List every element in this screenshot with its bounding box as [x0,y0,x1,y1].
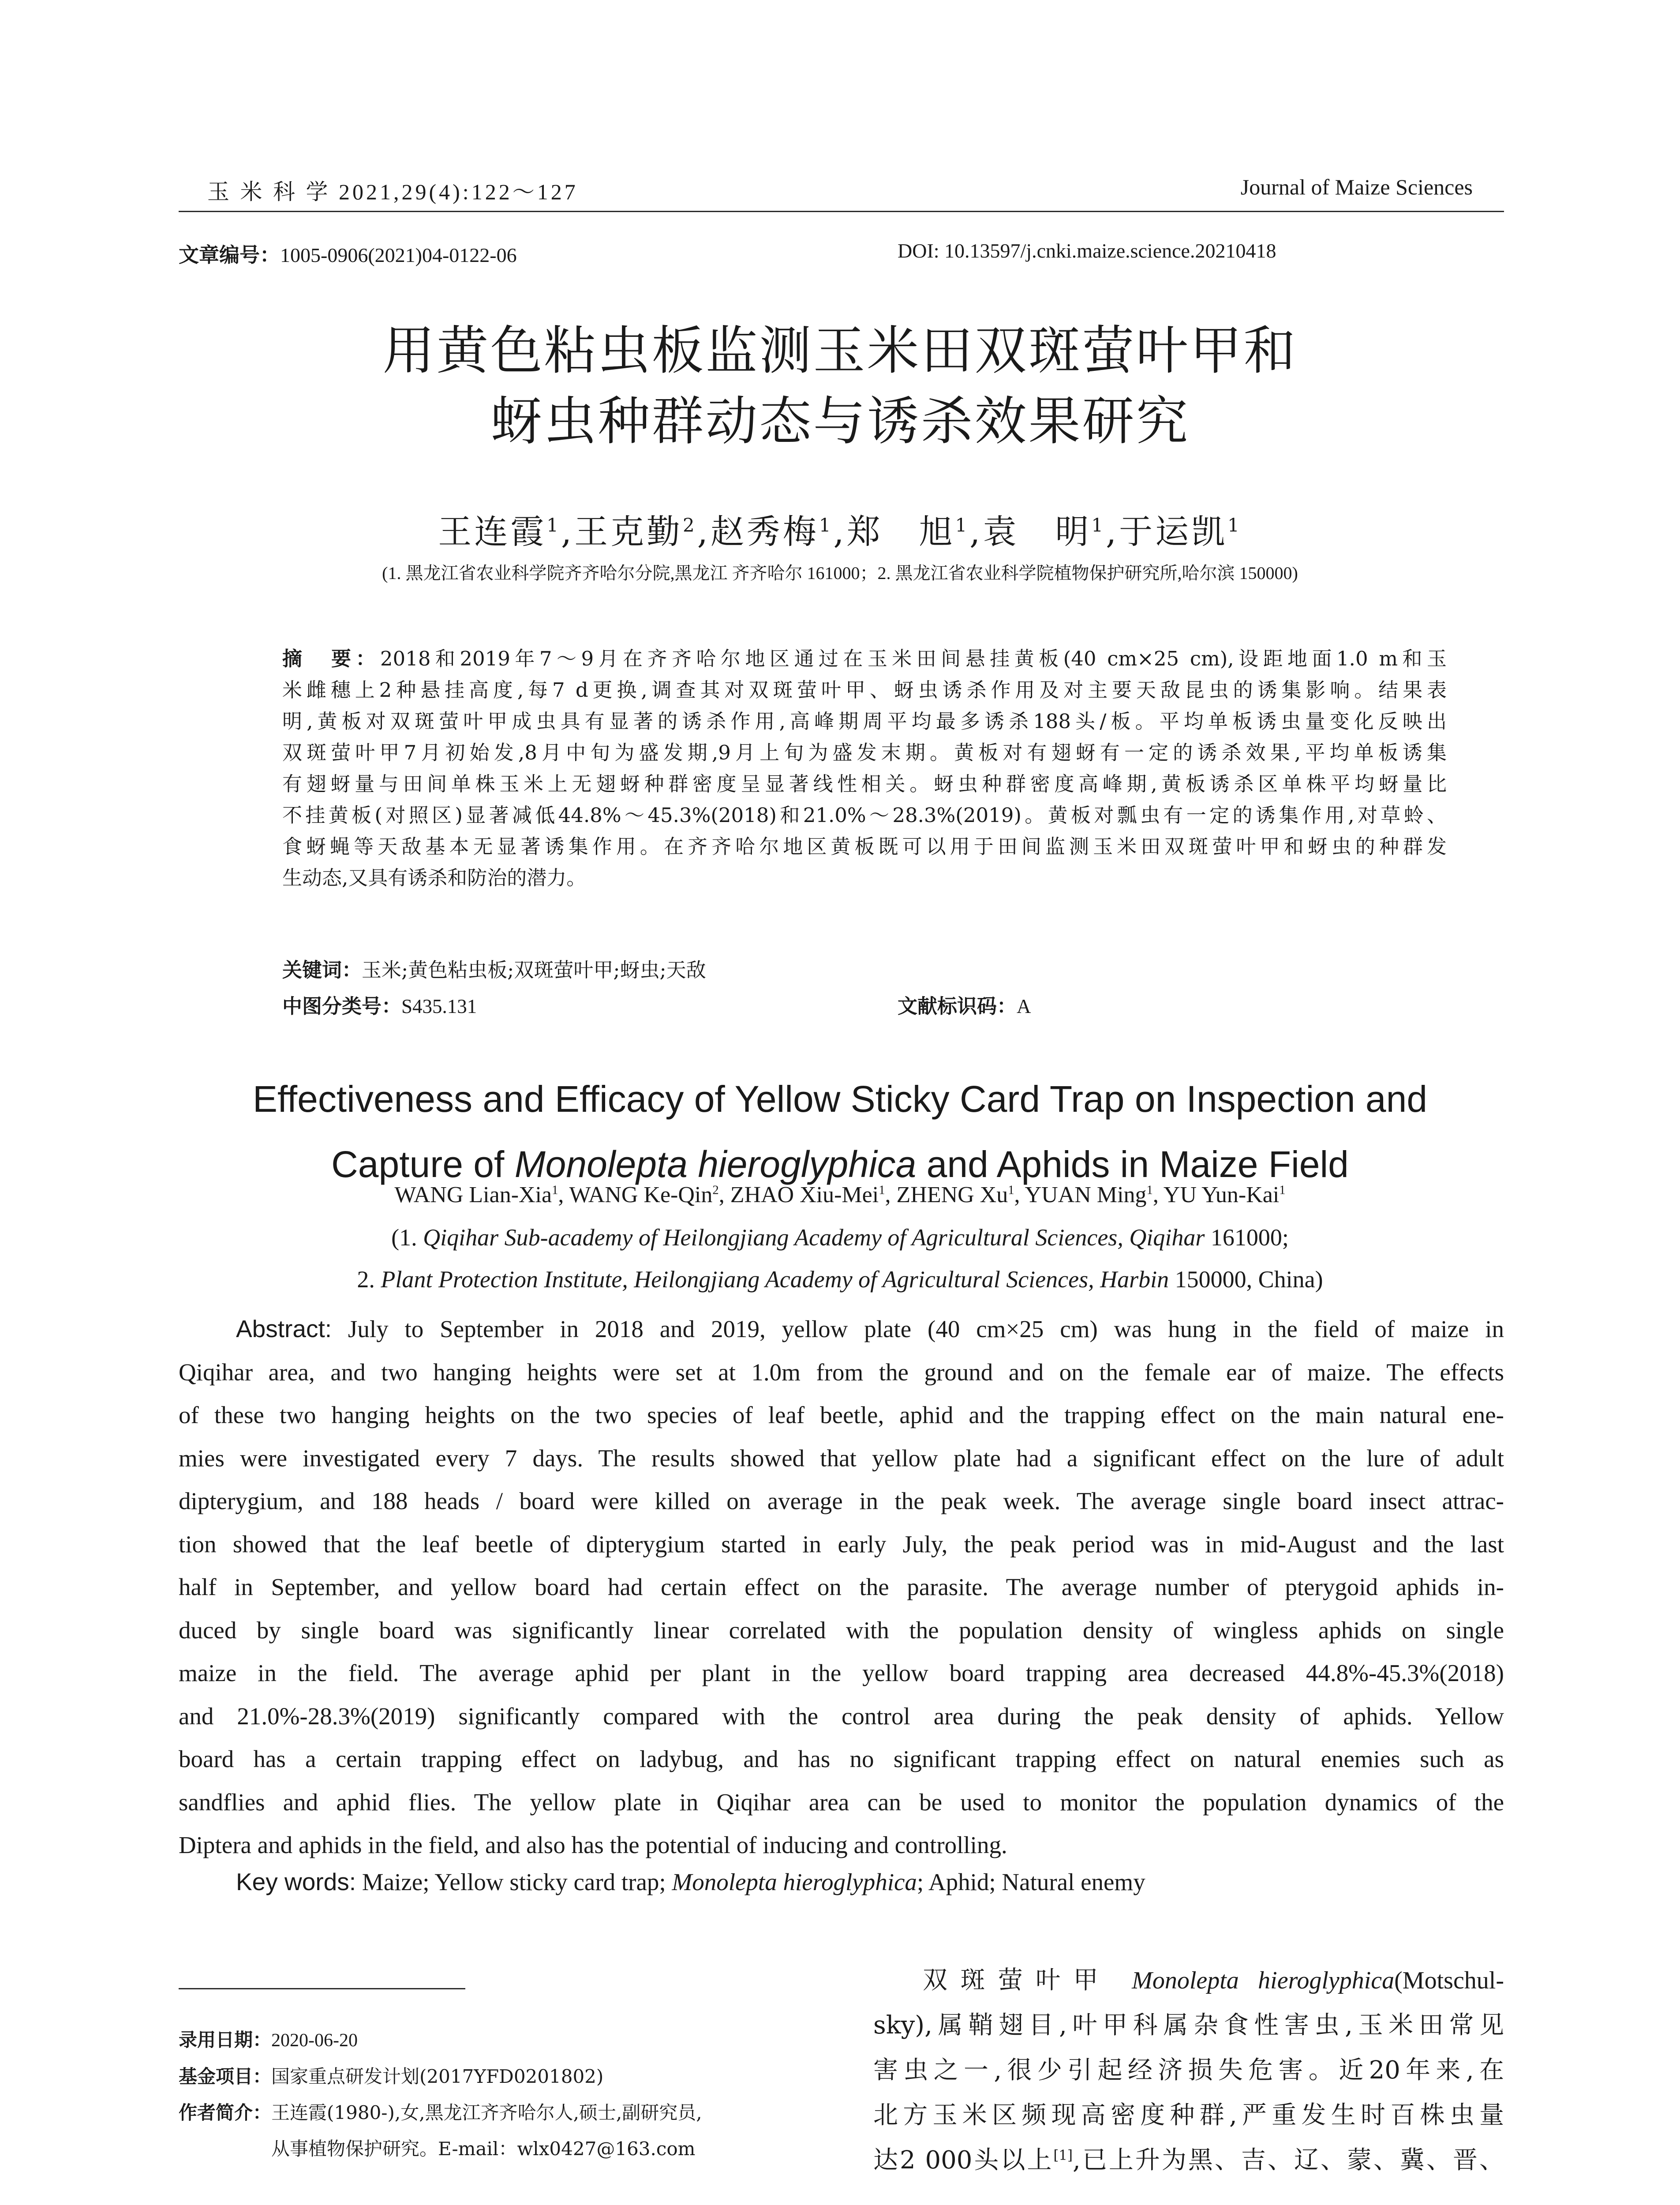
author-en-affil-mark: 2 [712,1183,719,1197]
fund-value: 国家重点研发计划(2017YFD0201802) [271,2066,604,2087]
abstract-en-line: maize in the field. The average aphid per plant in the yellow board trapping area decreased 44.8%-45.3%(2018) [179,1659,1504,1686]
affiliation-en-1 [0,1224,1680,1251]
author-en: ZHAO Xiu-Mei [730,1182,879,1207]
article-number [179,239,517,268]
abstract-cn-text: 2018和2019年7～9月在齐齐哈尔地区通过在玉米田间悬挂黄板(40 cm×25 cm),设距地面1.0 m和玉 [380,647,1447,670]
doi: DOI: 10.13597/j.cnki.maize.science.20210418 [898,239,1276,262]
abstract-en-line: dipterygium, and 188 heads / board were killed on average in the peak week. The average single board insect attrac- [179,1487,1504,1514]
header-rule [179,211,1504,212]
abstract-en-line: half in September, and yellow board had certain effect on the parasite. The average number of pterygoid aphids in- [179,1573,1504,1600]
abstract-en [179,1308,1504,1867]
author-en-affil-mark: 1 [1279,1183,1286,1197]
affil-en-1-post: 161000; [1205,1224,1289,1251]
body-line-2: sky),属鞘翅目,叶甲科属杂食性害虫,玉米田常见 [873,2011,1504,2040]
title-cn-line-2: 蚜虫种群动态与诱杀效果研究 [490,391,1190,452]
author-en: WANG Ke-Qin [569,1182,713,1207]
abstract-cn [282,643,1447,893]
abstract-en-line: Diptera and aphids in the field, and also has the potential of inducing and controlling. [179,1831,1007,1858]
article-number-value: 1005-0906(2021)04-0122-06 [280,244,517,266]
title-en-line-1: Effectiveness and Efficacy of Yellow Sticky Card Trap on Inspection and [252,1078,1428,1120]
page-title-en [0,1066,1680,1197]
abstract-cn-label: 摘 要： [282,647,380,670]
received-value: 2020-06-20 [271,2030,358,2051]
keywords-cn-value: 玉米;黄色粘虫板;双斑萤叶甲;蚜虫;天敌 [362,958,706,982]
affil-en-1-pre: (1. [391,1224,423,1251]
abstract-en-line: sandflies and aphid flies. The yellow plate in Qiqihar area can be used to monitor the population dynamics of the [179,1788,1504,1816]
keywords-en [236,1868,1145,1896]
abstract-cn-line: 米雌穗上2种悬挂高度,每7 d更换,调查其对双斑萤叶甲、蚜虫诱杀作用及对主要天敌昆虫的诱集影响。结果表 [282,678,1447,702]
journal-header-en: Journal of Maize Sciences [1240,175,1473,199]
keywords-en-label: Key words: [236,1868,356,1895]
author-en: YUAN Ming [1025,1182,1147,1207]
abstract-en-line: duced by single board was significantly linear correlated with the population density of wingless aphids on single [179,1616,1504,1644]
author-en: YU Yun-Kai [1163,1182,1280,1207]
abstract-cn-line: 明,黄板对双斑萤叶甲成虫具有显著的诱杀作用,高峰期周平均最多诱杀188头/板。平均单板诱虫量变化反映出 [282,710,1447,733]
keywords-cn [282,954,706,983]
abstract-en-line: and 21.0%-28.3%(2019) significantly compared with the control area during the peak density of aphids. Yellow [179,1702,1504,1730]
affil-en-1-italic: Qiqihar Sub-academy of Heilongjiang Academy of Agricultural Sciences, Qiqihar [423,1224,1205,1251]
abstract-en-label: Abstract: [236,1315,332,1342]
document-code-label: 文献标识码： [898,994,1017,1018]
authors-en: WANG Lian-Xia$^1$, WANG Ke-Qin$^2$, ZHAO Xiu-Mei$^1$, ZHENG Xu$^1$, YUAN Ming$^1$, YU Yun-Kai$^1$ [394,1182,1286,1207]
author-cn-affil-mark: 1 [1091,514,1106,536]
body-line-1-species: Monolepta hieroglyphica [1132,1967,1395,1994]
author-bio [179,2095,702,2131]
keywords-en-part-1: Maize; Yellow sticky card trap; [362,1869,672,1895]
abstract-en-line: board has a certain trapping effect on ladybug, and has no significant trapping effect on natural enemies such as [179,1745,1504,1772]
affiliation-cn: (1. 黑龙江省农业科学院齐齐哈尔分院,黑龙江 齐齐哈尔 161000；2. 黑龙江省农业科学院植物保护研究所,哈尔滨 150000) [382,563,1298,583]
document-code-value: A [1017,995,1031,1017]
clc [282,990,477,1019]
clc-value: S435.131 [401,995,477,1017]
authors-cn: 王连霞$^1$,王克勤$^2$,赵秀梅$^1$,郑 旭$^1$,袁 明$^1$,于运凯$^1$ [438,512,1242,551]
author-cn-affil-mark: 1 [546,514,561,536]
fund-label: 基金项目： [179,2066,272,2087]
title-cn-line-1: 用黄色粘虫板监测玉米田双斑萤叶甲和 [382,320,1298,381]
author-cn: 于运凯 [1119,512,1228,551]
author-cn: 赵秀梅 [710,512,819,551]
author-en-affil-mark: 1 [552,1183,558,1197]
clc-label: 中图分类号： [282,994,402,1018]
body-line-5-post: ,已上升为黑、吉、辽、蒙、冀、晋、 [1073,2146,1504,2175]
received-label: 录用日期： [179,2029,272,2051]
affil-en-2-pre: 2. [357,1266,381,1293]
author-en: WANG Lian-Xia [394,1182,552,1207]
body-line-4: 北方玉米区频现高密度种群,严重发生时百株虫量 [873,2101,1504,2130]
body-line-5-pre: 达2 000头以上 [873,2146,1054,2175]
title-en-line-2-post: and Aphids in Maize Field [916,1144,1349,1185]
abstract-cn-line: 双斑萤叶甲7月初始发,8月中旬为盛发期,9月上旬为盛发末期。黄板对有翅蚜有一定的诱杀效果,平均单板诱集 [282,741,1447,764]
abstract-en-line: of these two hanging heights on the two species of leaf beetle, aphid and the trapping effect on the main natural ene- [179,1401,1504,1428]
body-line-5 [873,2138,1504,2183]
page-title-cn [0,315,1680,456]
author-en: ZHENG Xu [896,1182,1008,1207]
body-line-1-pre: 双斑萤叶甲 [923,1966,1132,1995]
body-line-1 [873,1958,1504,2003]
received-date [179,2022,702,2059]
author-cn-affil-mark: 1 [955,514,970,536]
author-cn: 王克勤 [574,512,683,551]
author-en-affil-mark: 1 [1146,1183,1153,1197]
keywords-en-part-3: ; Aphid; Natural enemy [917,1869,1145,1895]
abstract-cn-line: 生动态,又具有诱杀和防治的潜力。 [282,866,587,889]
body-line-3: 害虫之一,很少引起经济损失危害。近20年来,在 [873,2056,1504,2085]
author-en-affil-mark: 1 [879,1183,885,1197]
author-cn-affil-mark: 1 [1227,514,1242,536]
body-line-1-post: (Motschul- [1394,1967,1504,1994]
fund [179,2059,702,2095]
author-cn: 袁 明 [983,512,1092,551]
abstract-cn-line: 食蚜蝇等天敌基本无显著诱集作用。在齐齐哈尔地区黄板既可以用于田间监测玉米田双斑萤叶甲和蚜虫的种群发 [282,835,1447,858]
author-cn: 王连霞 [438,512,547,551]
author-cn-affil-mark: 2 [683,514,697,536]
abstract-en-text: July to September in 2018 and 2019, yellow plate (40 cm×25 cm) was hung in the field of maize in [348,1316,1504,1342]
abstract-en-line: Qiqihar area, and two hanging heights were set at 1.0m from the ground and on the female ear of maize. The effects [179,1358,1504,1386]
abstract-cn-line [282,643,1447,674]
abstract-en-line [179,1308,1504,1351]
author-cn-affil-mark: 1 [819,514,834,536]
footnote [179,2022,702,2167]
abstract-en-line: mies were investigated every 7 days. The results showed that yellow plate had a significant effect on the lure of adult [179,1444,1504,1472]
citation-ref[interactable]: [1] [1053,2147,1073,2164]
abstract-cn-line: 有翅蚜量与田间单株玉米上无翅蚜种群密度呈显著线性相关。蚜虫种群密度高峰期,黄板诱杀区单株平均蚜量比 [282,772,1447,796]
journal-header-cn: 玉 米 科 学 2021,29(4):122～127 [207,179,578,204]
author-bio-line-1: 王连霞(1980-),女,黑龙江齐齐哈尔人,硕士,副研究员, [271,2102,702,2123]
author-cn: 郑 旭 [846,512,955,551]
keywords-en-species: Monolepta hieroglyphica [672,1869,917,1895]
footnote-rule [179,1988,465,1989]
article-number-label: 文章编号： [179,243,280,267]
author-en-affil-mark: 1 [1008,1183,1014,1197]
affiliation-en-2 [0,1266,1680,1293]
affil-en-2-post: 150000, China) [1169,1266,1323,1293]
title-en-species: Monolepta hieroglyphica [514,1144,917,1185]
abstract-cn-line: 不挂黄板(对照区)显著减低44.8%～45.3%(2018)和21.0%～28.3%(2019)。黄板对瓢虫有一定的诱集作用,对草蛉、 [282,804,1447,827]
author-bio-label: 作者简介： [179,2102,272,2123]
affil-en-2-italic: Plant Protection Institute, Heilongjiang Academy of Agricultural Sciences, Harbin [381,1266,1169,1293]
abstract-en-line: tion showed that the leaf beetle of dipterygium started in early July, the peak period was in mid-August and the last [179,1530,1504,1558]
keywords-cn-label: 关键词： [282,958,362,982]
author-bio-line-2: 从事植物保护研究。E-mail：wlx0427@163.com [271,2138,696,2160]
document-code [898,990,1031,1019]
body-text-right-column [873,1958,1504,2183]
title-en-line-2-pre: Capture of [331,1144,515,1185]
